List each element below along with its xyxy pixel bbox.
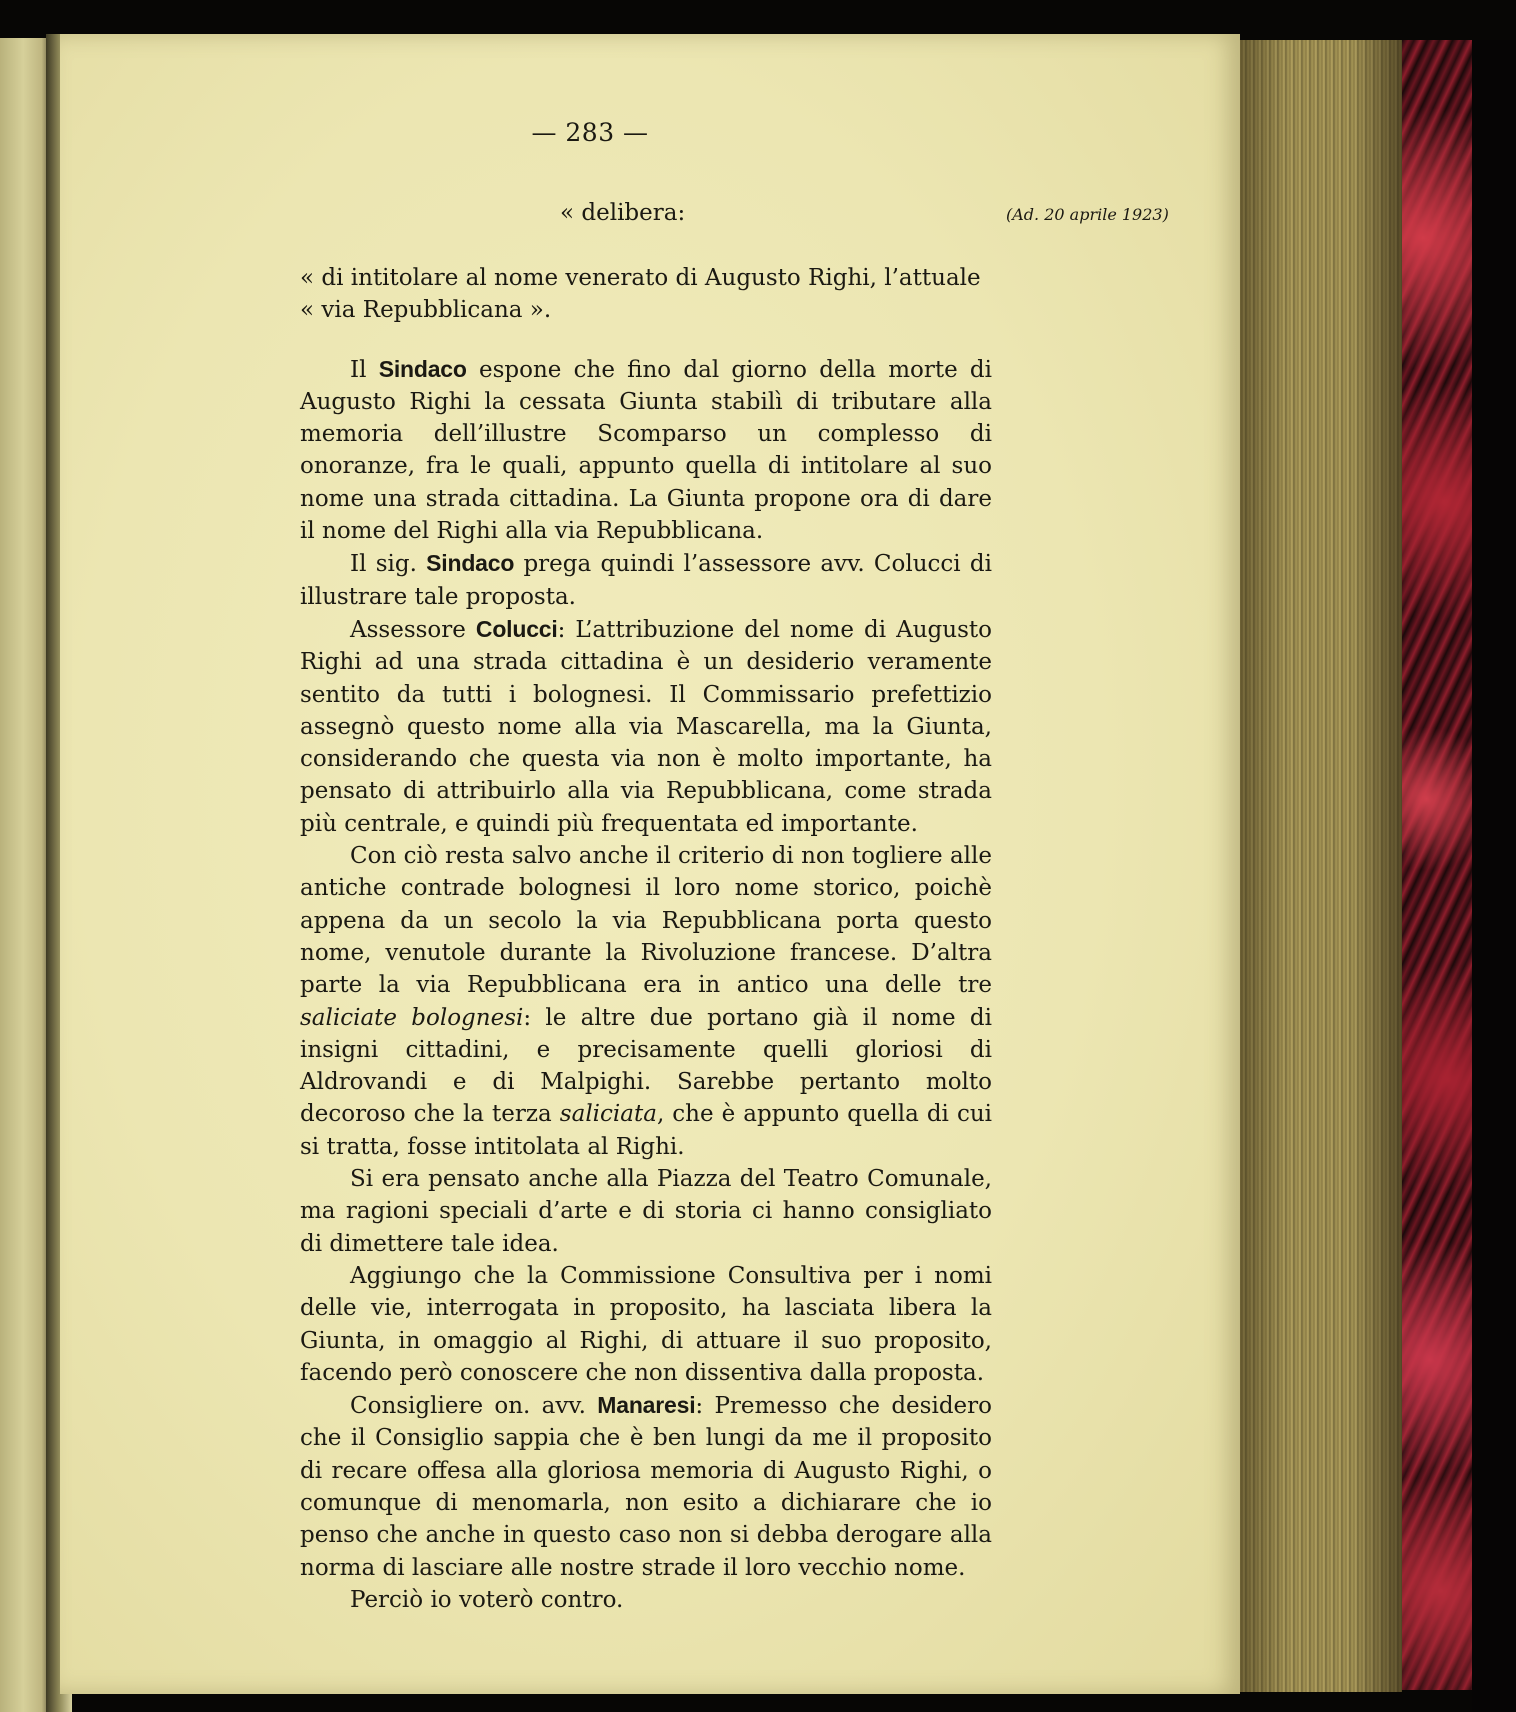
delibera-heading: « delibera: [560, 200, 686, 226]
speaker-name: Sindaco [426, 550, 515, 577]
speaker-name: Sindaco [378, 355, 467, 382]
paragraph-voto: Perciò io voterò contro. [350, 1586, 624, 1613]
marbled-binding [1402, 40, 1472, 1690]
paragraph-sindaco-1: Il Sindaco espone che fino dal giorno della morte di Augusto Righi la cessata Giunta stabilì di tributare alla memoria dell’illustre Scomparso un complesso di onoranze, fra le quali, appunto quella di intitolare al suo nome una strada cittadina. La Giunta propone ora di dare il nome del Righi alla via Repubblicana. [300, 355, 993, 545]
speaker-name: Manaresi [597, 1392, 696, 1419]
quote-line-2: « via Repubblicana ». [300, 297, 552, 324]
speaker-name: Colucci [475, 615, 558, 642]
scan-border [1472, 40, 1516, 1712]
page-stack-shade [1238, 40, 1402, 1692]
italic-term: saliciata [559, 1101, 657, 1128]
paragraph-piazza: Si era pensato anche alla Piazza del Teatro Comunale, ma ragioni speciali d’arte e di storia ci hanno consigliato di dimettere tale idea. [300, 1166, 992, 1257]
paragraph-manaresi: Consigliere on. avv. Manaresi: Premesso che desidero che il Consiglio sappia che è ben lungi da me il proposito di recare offesa alla gloriosa memoria di Augusto Righi, o comunque di menomarla, non esito a dichiarare che io penso che anche in questo caso non si debba derogare alla norma di lasciare alle nostre strade il loro vecchio nome. [300, 1392, 992, 1581]
paragraph-sindaco-2: Il sig. Sindaco prega quindi l’assessore avv. Colucci di illustrare tale proposta. [300, 550, 992, 610]
paragraph-criterio: Con ciò resta salvo anche il criterio di non togliere alle antiche contrade bolognesi il loro nome storico, poichè appena da un secolo la via Repubblicana porta questo nome, venutole durante la Rivoluzione francese. D’altra parte la via Repubblicana era in antico una delle tre saliciate bolognesi: le altre due portano già il nome di insigni cittadini, e precisamente quelli gloriosi di Aldrovandi e di Malpighi. Sarebbe pertanto molto decoroso che la terza saliciata, che è appunto quella di cui si tratta, fosse intitolata al Righi. [300, 843, 993, 1160]
italic-term: saliciate bolognesi [300, 1004, 524, 1031]
paragraph-colucci: Assessore Colucci: L’attribuzione del nome di Augusto Righi ad una strada cittadina è un desiderio veramente sentito da tutti i bolognesi. Il Commissario prefettizio assegnò questo nome alla via Mascarella, ma la Giunta, considerando che questa via non è molto importante, ha pensato di attribuirlo alla via Repubblicana, come strada più centrale, e quindi più frequentata ed importante. [300, 615, 992, 837]
page-number: — 283 — [531, 118, 649, 147]
session-date-note: (Ad. 20 aprile 1923) [1006, 205, 1169, 224]
quote-line-1: « di intitolare al nome venerato di Augusto Righi, l’attuale [300, 265, 981, 291]
paragraph-commissione: Aggiungo che la Commissione Consultiva per i nomi delle vie, interrogata in proposito, ha lasciata libera la Giunta, in omaggio al Righi, di attuare il suo proposito, facendo però conoscere che non dissentiva dalla proposta. [300, 1262, 992, 1386]
minutes-text [300, 262, 992, 1616]
facing-page-edge [0, 38, 52, 1712]
